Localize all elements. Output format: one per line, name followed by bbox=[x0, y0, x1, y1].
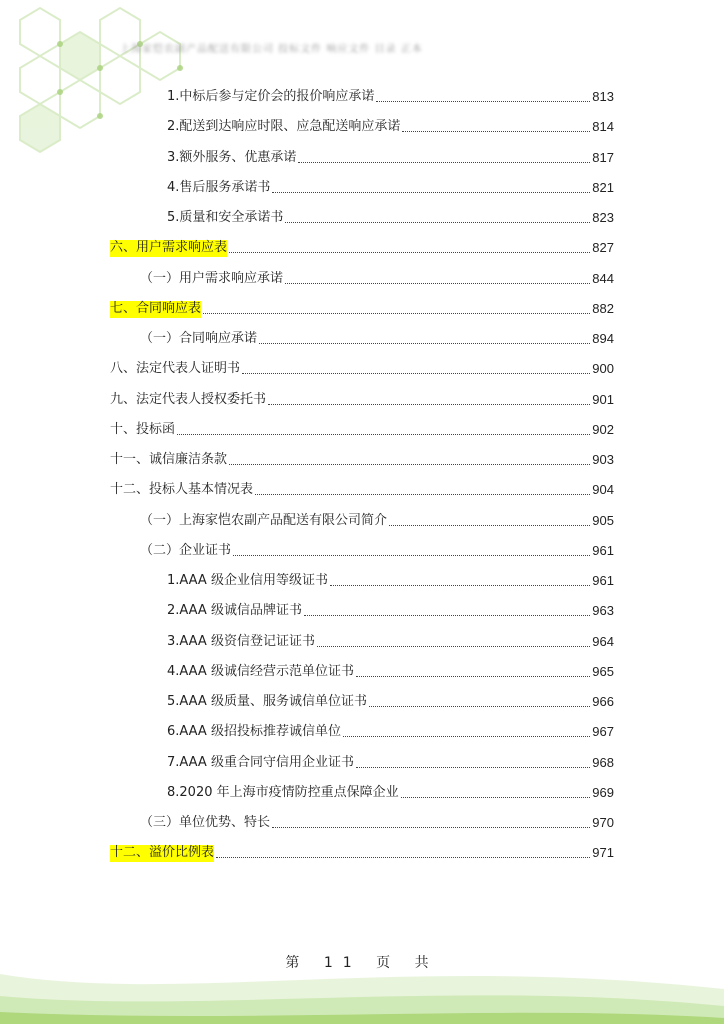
toc-entry-page: 967 bbox=[592, 724, 614, 739]
toc-entry-page: 844 bbox=[592, 271, 614, 286]
toc-entry[interactable] bbox=[110, 237, 614, 257]
toc-entry[interactable] bbox=[167, 86, 614, 106]
toc-entry[interactable] bbox=[167, 116, 614, 136]
toc-entry-page: 970 bbox=[592, 815, 614, 830]
toc-entry-label: （一）合同响应承诺 bbox=[140, 331, 258, 346]
toc-entry-label: 七、合同响应表 bbox=[110, 301, 202, 316]
toc-entry-page: 964 bbox=[592, 634, 614, 649]
toc-leader-dots bbox=[376, 100, 590, 102]
toc-entry-label: 6.AAA 级招投标推荐诚信单位 bbox=[167, 724, 341, 739]
toc-entry-label: 4.AAA 级诚信经营示范单位证书 bbox=[167, 664, 354, 679]
toc-entry-page: 966 bbox=[592, 694, 614, 709]
toc-entry-label: （二）企业证书 bbox=[140, 543, 232, 558]
toc-entry-label: 7.AAA 级重合同守信用企业证书 bbox=[167, 755, 354, 770]
toc-leader-dots bbox=[389, 524, 590, 526]
toc-leader-dots bbox=[233, 554, 590, 556]
toc-entry[interactable] bbox=[167, 631, 614, 651]
toc-leader-dots bbox=[216, 856, 590, 858]
toc-entry-page: 971 bbox=[592, 845, 614, 860]
toc-entry-label: （一）用户需求响应承诺 bbox=[140, 271, 284, 286]
toc-entry-page: 961 bbox=[592, 543, 614, 558]
toc-entry-page: 963 bbox=[592, 603, 614, 618]
toc-entry[interactable] bbox=[110, 449, 614, 469]
toc-entry[interactable] bbox=[167, 177, 614, 197]
toc-leader-dots bbox=[369, 705, 590, 707]
toc-entry-page: 901 bbox=[592, 392, 614, 407]
toc-entry[interactable] bbox=[110, 389, 614, 409]
toc-entry-label: 十、投标函 bbox=[110, 422, 176, 437]
toc-entry-page: 969 bbox=[592, 785, 614, 800]
toc-entry-label: 1.中标后参与定价会的报价响应承诺 bbox=[167, 89, 375, 104]
toc-entry[interactable] bbox=[110, 358, 614, 378]
toc-entry-page: 894 bbox=[592, 331, 614, 346]
toc-leader-dots bbox=[285, 282, 590, 284]
toc-leader-dots bbox=[259, 342, 590, 344]
toc-entry[interactable] bbox=[167, 207, 614, 227]
toc-entry-page: 905 bbox=[592, 513, 614, 528]
toc-entry-label: 4.售后服务承诺书 bbox=[167, 180, 271, 195]
toc-leader-dots bbox=[285, 221, 590, 223]
toc-entry-label: 8.2020 年上海市疫情防控重点保障企业 bbox=[167, 785, 399, 800]
toc-leader-dots bbox=[203, 312, 590, 314]
toc-entry-label: 3.额外服务、优惠承诺 bbox=[167, 150, 297, 165]
toc-leader-dots bbox=[229, 251, 590, 253]
toc-entry-page: 903 bbox=[592, 452, 614, 467]
toc-leader-dots bbox=[272, 826, 590, 828]
toc-leader-dots bbox=[242, 372, 590, 374]
toc-leader-dots bbox=[356, 766, 590, 768]
wave-decoration bbox=[0, 934, 724, 1024]
toc-entry-page: 961 bbox=[592, 573, 614, 588]
toc-entry-page: 882 bbox=[592, 301, 614, 316]
toc-entry-label: 5.AAA 级质量、服务诚信单位证书 bbox=[167, 694, 367, 709]
toc-leader-dots bbox=[402, 130, 590, 132]
toc-leader-dots bbox=[298, 161, 590, 163]
toc-entry[interactable] bbox=[167, 782, 614, 802]
toc-entry[interactable] bbox=[167, 661, 614, 681]
toc-entry-label: 5.质量和安全承诺书 bbox=[167, 210, 284, 225]
toc-leader-dots bbox=[356, 675, 590, 677]
toc-entry[interactable] bbox=[110, 842, 614, 862]
toc-leader-dots bbox=[401, 796, 591, 798]
toc-entry-label: 3.AAA 级资信登记证证书 bbox=[167, 634, 315, 649]
toc-entry-label: （三）单位优势、特长 bbox=[140, 815, 271, 830]
toc-entry[interactable] bbox=[167, 721, 614, 741]
toc-leader-dots bbox=[343, 735, 590, 737]
toc-entry-page: 813 bbox=[592, 89, 614, 104]
toc-entry[interactable] bbox=[110, 419, 614, 439]
toc-entry-page: 902 bbox=[592, 422, 614, 437]
toc-entry[interactable] bbox=[140, 510, 614, 530]
toc-entry[interactable] bbox=[167, 752, 614, 772]
toc-entry-label: 十一、诚信廉洁条款 bbox=[110, 452, 228, 467]
toc-leader-dots bbox=[304, 614, 590, 616]
toc-entry[interactable] bbox=[167, 570, 614, 590]
toc-entry-label: 八、法定代表人证明书 bbox=[110, 361, 241, 376]
toc-entry-page: 817 bbox=[592, 150, 614, 165]
toc-leader-dots bbox=[330, 584, 590, 586]
toc-entry-page: 904 bbox=[592, 482, 614, 497]
toc-entry-label: （一）上海家恺农副产品配送有限公司简介 bbox=[140, 513, 388, 528]
toc-entry-label: 十二、溢价比例表 bbox=[110, 845, 215, 860]
toc-entry[interactable] bbox=[110, 298, 614, 318]
toc-leader-dots bbox=[317, 645, 590, 647]
toc-entry[interactable] bbox=[110, 479, 614, 499]
toc-entry-label: 2.AAA 级诚信品牌证书 bbox=[167, 603, 302, 618]
toc-entry[interactable] bbox=[167, 691, 614, 711]
toc-entry-page: 814 bbox=[592, 119, 614, 134]
toc-entry[interactable] bbox=[167, 600, 614, 620]
toc-leader-dots bbox=[272, 191, 590, 193]
toc-entry-label: 十二、投标人基本情况表 bbox=[110, 482, 254, 497]
toc-entry[interactable] bbox=[140, 540, 614, 560]
toc-leader-dots bbox=[177, 433, 590, 435]
toc-entry[interactable] bbox=[140, 268, 614, 288]
toc-entry-page: 821 bbox=[592, 180, 614, 195]
toc-entry-page: 827 bbox=[592, 240, 614, 255]
toc-entry-page: 968 bbox=[592, 755, 614, 770]
toc-leader-dots bbox=[229, 463, 590, 465]
toc-entry[interactable] bbox=[167, 147, 614, 167]
document-header: 上海家恺农副产品配送有限公司 投标文件 响应文件 目录 正本 bbox=[120, 44, 423, 54]
toc-entry-label: 九、法定代表人授权委托书 bbox=[110, 392, 267, 407]
toc-entry-label: 六、用户需求响应表 bbox=[110, 240, 228, 255]
toc-entry-page: 965 bbox=[592, 664, 614, 679]
toc-entry[interactable] bbox=[140, 812, 614, 832]
page-footer: 第 11 页 共 bbox=[285, 955, 439, 971]
toc-leader-dots bbox=[268, 403, 590, 405]
toc-entry-page: 823 bbox=[592, 210, 614, 225]
toc-leader-dots bbox=[255, 493, 590, 495]
toc-entry[interactable] bbox=[140, 328, 614, 348]
toc-entry-page: 900 bbox=[592, 361, 614, 376]
toc-entry-label: 2.配送到达响应时限、应急配送响应承诺 bbox=[167, 119, 401, 134]
toc-entry-label: 1.AAA 级企业信用等级证书 bbox=[167, 573, 328, 588]
